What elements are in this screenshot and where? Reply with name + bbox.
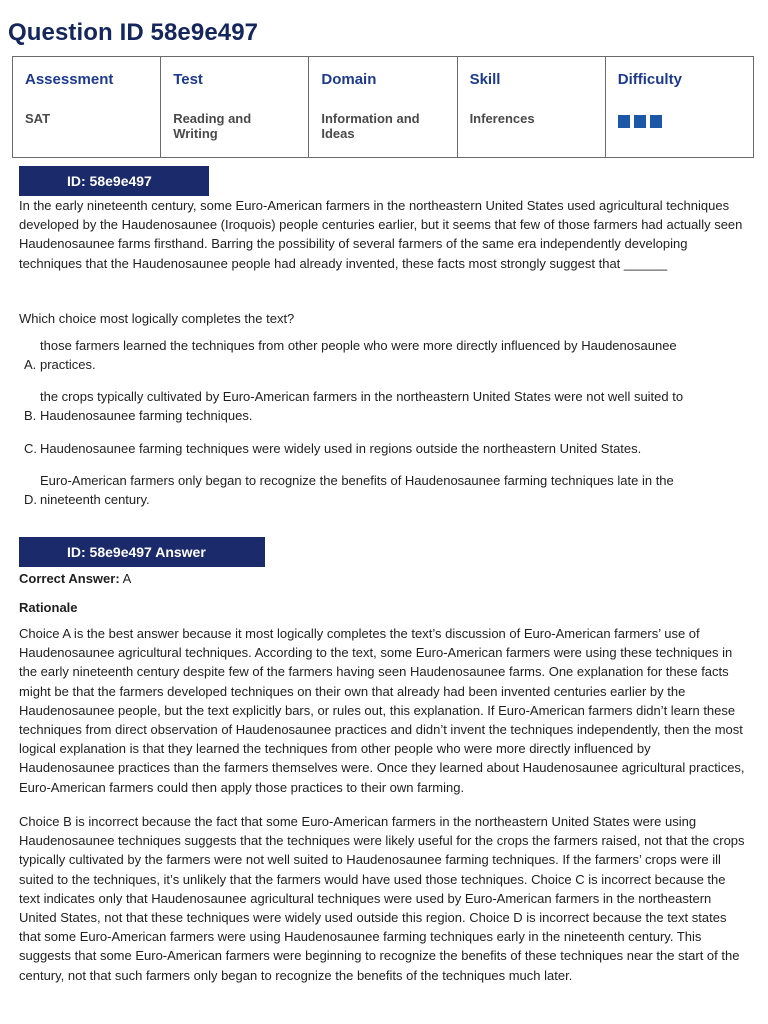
correct-answer-line [19, 569, 747, 588]
test-cell [161, 57, 309, 158]
choice-b [19, 387, 719, 425]
choice-c-text: Haudenosaunee farming techniques were widely used in regions outside the northeastern United States. [40, 441, 642, 456]
assessment-header: Assessment [25, 71, 114, 88]
choice-a-text: those farmers learned the techniques from other people who were more directly influenced by Haudenosaunee practices. [40, 338, 677, 372]
choice-a-letter: A. [24, 357, 37, 372]
choice-d-letter: D. [24, 492, 37, 507]
choice-c-letter: C. [24, 441, 37, 456]
page-title: Question ID 58e9e497 [8, 19, 259, 46]
question-passage: In the early nineteenth century, some Euro-American farmers in the northeastern United States used agricultural techniques developed by the Haudenosaunee (Iroquois) people centuries earlier, but it seems that few of those farmers had actually seen Haudenosaunee farms firsthand. Barring the possibility of several farmers of the same era independently developing techniques that the Haudenosaunee people had already invented, these facts most strongly suggest that ______ [19, 198, 743, 271]
rationale-paragraph-2: Choice B is incorrect because the fact that some Euro-American farmers in the northeastern United States were using Haudenosaunee techniques suggests that the techniques were likely useful for the crops the farmers raised, not that the crops typically cultivated by the farmers were not well suited to Haudenosaunee farming techniques. If the farmers’ crops were ill suited to the techniques, it’s unlikely that the farmers would have used those techniques. Choice C is incorrect because the text indicates only that Haudenosaunee agricultural techniques were used by Euro-American farmers in the northeastern United States, not that these techniques were widely used outside this region. Choice D is incorrect because the text states that some Euro-American farmers were using Haudenosaunee farming techniques early in the nineteenth century. This suggests that some Euro-American farmers were beginning to recognize the benefits of these techniques near the start of the century, not that such farmers only began to recognize the benefits of the techniques much later. [19, 814, 745, 983]
domain-cell [309, 57, 457, 158]
domain-header: Domain [321, 71, 377, 88]
rationale-heading: Rationale [19, 600, 78, 615]
assessment-cell [13, 57, 161, 158]
correct-answer-label: Correct Answer: [19, 571, 120, 586]
difficulty-indicator [618, 115, 741, 128]
skill-header: Skill [469, 71, 501, 88]
skill-value: Inferences [469, 111, 535, 126]
rationale-paragraph-1: Choice A is the best answer because it most logically completes the text’s discussion of Euro-American farmers’ use of Haudenosaunee agricultural techniques. According to the text, some Euro-American farmers were using these techniques in the early nineteenth century despite few of the farmers having seen Haudenosaunee farms. One explanation for these facts might be that the farmers developed techniques on their own that already had been invented centuries earlier by the Haudenosaunee people, but the text explicitly bars, or rules out, this explanation. If Euro-American farmers didn’t learn these techniques from direct observation of Haudenosaunee practices and didn’t invent the techniques independently, then the most logical explanation is that they learned the techniques from other people who were more directly influenced by Haudenosaunee practices than the farmers themselves were. Once they learned about Haudenosaunee agricultural practices, Euro-American farmers could then apply those practices to their own farming. [19, 626, 745, 795]
difficulty-header: Difficulty [617, 71, 682, 88]
difficulty-bar-2 [634, 115, 646, 128]
difficulty-cell [605, 57, 753, 158]
choice-d [19, 471, 719, 509]
question-meta-table [12, 56, 754, 158]
answer-id-banner: ID: 58e9e497 Answer [19, 537, 265, 567]
choice-a [19, 336, 719, 374]
test-header: Test [173, 71, 203, 88]
difficulty-bar-3 [650, 115, 662, 128]
choice-b-text: the crops typically cultivated by Euro-American farmers in the northeastern United States were not well suited to Haudenosaunee farming techniques. [40, 389, 684, 423]
choice-b-letter: B. [24, 408, 37, 423]
question-prompt: Which choice most logically completes the text? [19, 311, 295, 326]
choice-c [19, 439, 719, 458]
skill-cell [457, 57, 605, 158]
difficulty-bar-1 [618, 115, 630, 128]
domain-value: Information and Ideas [321, 111, 420, 141]
choice-d-text: Euro-American farmers only began to recognize the benefits of Haudenosaunee farming techniques late in the nineteenth century. [40, 473, 674, 507]
test-value: Reading and Writing [173, 111, 252, 141]
assessment-value: SAT [25, 111, 51, 126]
correct-answer-value: A [122, 571, 132, 586]
question-id-banner: ID: 58e9e497 [19, 166, 209, 196]
